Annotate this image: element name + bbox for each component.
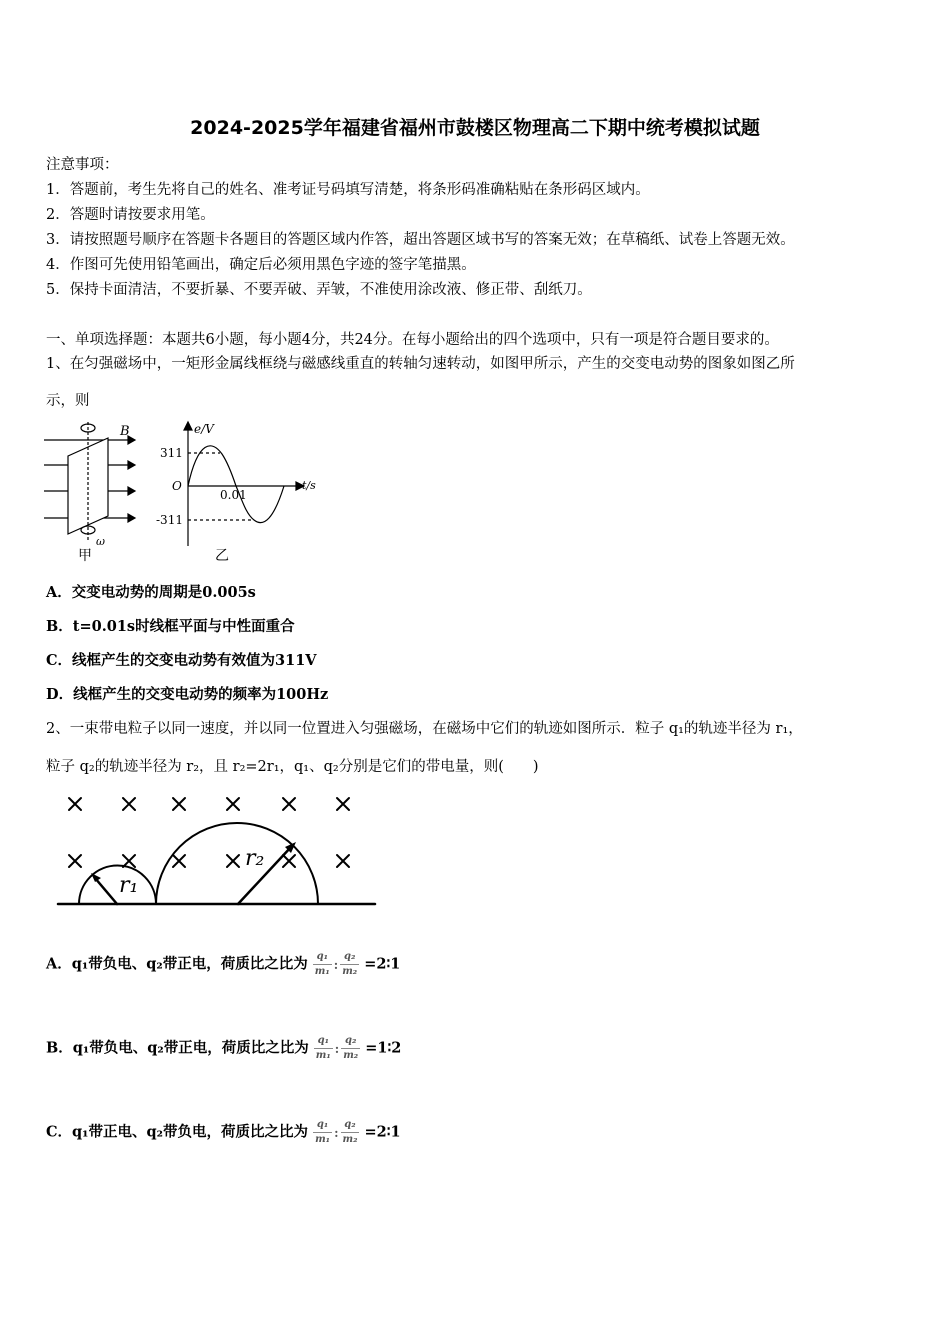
q2-option-ratio: =1∶2 xyxy=(365,1039,402,1057)
q2-option-text: B．q₁带负电、q₂带正电，荷质比之比为 xyxy=(46,1039,309,1057)
q2-option-ratio: =2∶1 xyxy=(364,1123,401,1141)
q1-option: B．t=0.01s时线框平面与中性面重合 xyxy=(46,618,295,635)
omega-label: ω xyxy=(96,535,105,548)
origin-label: O xyxy=(172,479,182,493)
caption-jia: 甲 xyxy=(78,548,92,564)
q2-option-c xyxy=(46,1118,401,1147)
fraction-q1-m1: $\frac{\text{q₁}}{\text{m₁}}$ xyxy=(314,951,330,977)
q1-option: D．线框产生的交变电动势的频率为100Hz xyxy=(46,686,329,703)
trajectory-figure xyxy=(55,790,380,915)
notice-item: 2．答题时请按要求用笔。 xyxy=(46,207,215,223)
q2-stem-cont: 粒子 q₂的轨迹半径为 r₂，且 r₂=2r₁，q₁、q₂分别是它们的带电量，则( ) xyxy=(46,759,539,775)
trajectory-q1 xyxy=(79,866,156,905)
q2-option-b xyxy=(46,1034,401,1063)
fraction-q2-m2: $\frac{\text{q₂}}{\text{m₂}}$ xyxy=(343,1035,359,1061)
ymax-label: 311 xyxy=(160,446,183,460)
emf-graph xyxy=(150,418,325,568)
q2-option-ratio: =2∶1 xyxy=(364,955,401,973)
notice-item: 4．作图可先使用铅笔画出，确定后必须用黑色字迹的签字笔描黑。 xyxy=(46,257,476,273)
xtick-label: 0.01 xyxy=(220,488,247,502)
q2-option-text: C．q₁带正电、q₂带负电，荷质比之比为 xyxy=(46,1123,309,1141)
r1-label: r₁ xyxy=(119,873,139,898)
field-cross-row-top xyxy=(69,798,349,810)
page-title: 2024-2025学年福建省福州市鼓楼区物理高二下期中统考模拟试题 xyxy=(190,117,760,139)
field-label: B xyxy=(120,424,130,439)
x-axis-label: t/s xyxy=(302,479,316,492)
q2-stem: 2、一束带电粒子以同一速度，并以同一位置进入匀强磁场，在磁场中它们的轨迹如图所示．粒子 q₁的轨迹半径为 r₁， xyxy=(46,721,803,737)
notice-heading: 注意事项： xyxy=(46,157,119,173)
ymin-label: -311 xyxy=(156,513,183,527)
ratio-colon: : xyxy=(333,957,339,972)
notice-item: 3．请按照题号顺序在答题卡各题目的答题区域内作答，超出答题区域书写的答案无效；在草稿纸、试卷上答题无效。 xyxy=(46,232,795,248)
ratio-colon: : xyxy=(334,1125,339,1140)
q1-stem: 1、在匀强磁场中，一矩形金属线框绕与磁感线重直的转轴匀速转动，如图甲所示，产生的交变电动势的图象如图乙所 xyxy=(46,356,795,372)
notice-item: 1．答题前，考生先将自己的姓名、准考证号码填写清楚，将条形码准确粘贴在条形码区域内。 xyxy=(46,182,650,198)
section-heading: 一、单项选择题：本题共6小题，每小题4分，共24分。在每小题给出的四个选项中，只有一项是符合题目要求的。 xyxy=(46,332,779,348)
q2-option-text: A．q₁带负电、q₂带正电，荷质比之比为 xyxy=(46,955,308,973)
notice-item: 5．保持卡面清洁，不要折暴、不要弄破、弄皱，不准使用涂改液、修正带、刮纸刀。 xyxy=(46,282,592,298)
fraction-q2-m2: $\frac{\text{q₂}}{\text{m₂}}$ xyxy=(342,951,358,977)
q1-option: A．交变电动势的周期是0.005s xyxy=(46,584,256,601)
fraction-q2-m2: $\frac{\text{q₂}}{\text{m₂}}$ xyxy=(342,1119,358,1145)
r2-label: r₂ xyxy=(245,846,265,871)
q2-option-a xyxy=(46,950,400,979)
y-axis-label: e/V xyxy=(194,422,214,436)
sine-curve xyxy=(188,446,284,523)
q1-option: C．线框产生的交变电动势有效值为311V xyxy=(46,652,317,669)
ratio-colon: : xyxy=(334,1041,340,1056)
caption-yi: 乙 xyxy=(215,548,229,564)
fraction-q1-m1: $\frac{\text{q₁}}{\text{m₁}}$ xyxy=(315,1035,331,1061)
fraction-q1-m1: $\frac{\text{q₁}}{\text{m₁}}$ xyxy=(315,1119,331,1145)
q1-stem-cont: 示，则 xyxy=(46,393,90,409)
coil-figure xyxy=(40,418,140,568)
